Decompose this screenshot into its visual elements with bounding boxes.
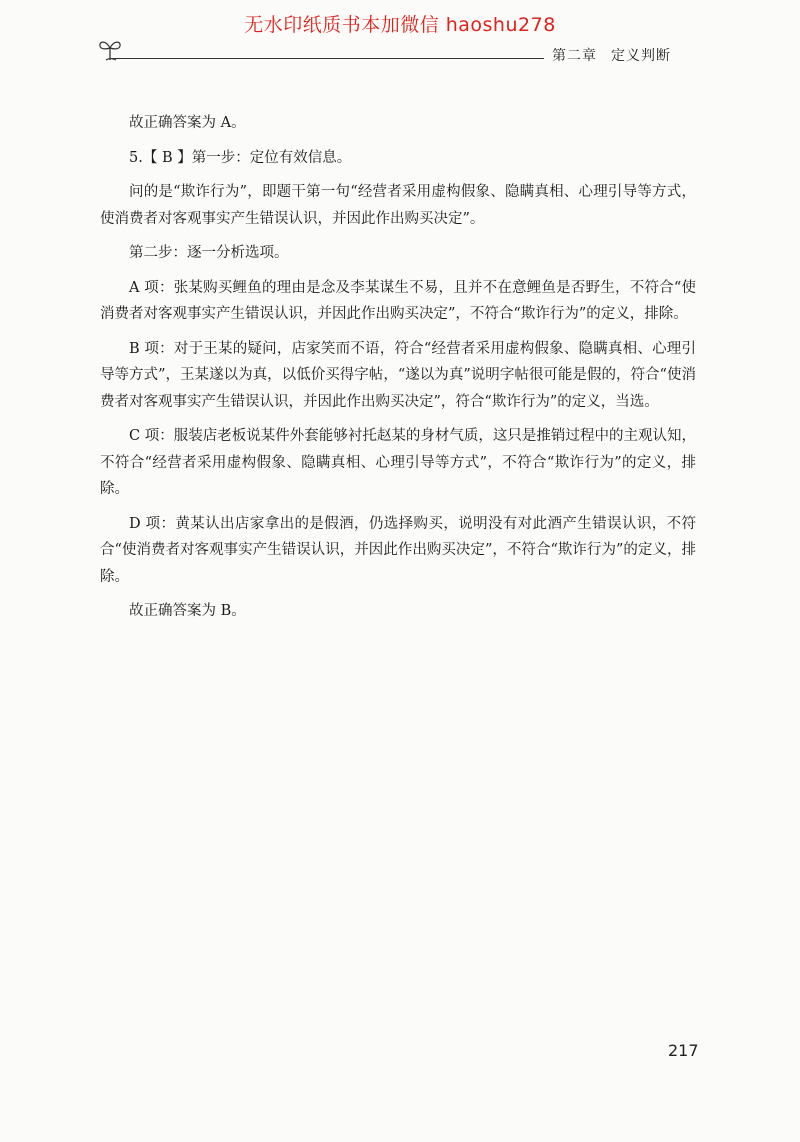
paragraph: C 项：服装店老板说某件外套能够衬托赵某的身材气质，这只是推销过程中的主观认知，不符合“经营者采用虚构假象、隐瞒真相、心理引导等方式”，不符合“欺诈行为”的定义，排除。: [100, 428, 696, 497]
chapter-number: 第二章: [552, 48, 597, 64]
paragraph: 故正确答案为 B。: [129, 603, 246, 619]
page-number: 217: [668, 1041, 699, 1060]
paragraph: B 项：对于王某的疑问，店家笑而不语，符合“经营者采用虚构假象、隐瞒真相、心理引导等方式”，王某遂以为真，以低价买得字帖，“遂以为真”说明字帖很可能是假的，符合“使消费者对客观事实产生错误认识，并因此作出购买决定”，符合“欺诈行为”的定义，当选。: [100, 340, 696, 410]
paragraph: 故正确答案为 A。: [129, 115, 246, 131]
header-rule: [112, 58, 544, 59]
page-body: [100, 110, 696, 633]
paragraph: 问的是“欺诈行为”，即题干第一句“经营者采用虚构假象、隐瞒真相、心理引导等方式，使消费者对客观事实产生错误认识，并因此作出购买决定”。: [100, 184, 696, 227]
chapter-header: [552, 45, 671, 65]
paragraph: D 项：黄某认出店家拿出的是假酒，仍选择购买，说明没有对此酒产生错误认识，不符合“使消费者对客观事实产生错误认识，并因此作出购买决定”，不符合“欺诈行为”的定义，排除。: [100, 515, 696, 585]
paragraph: A 项：张某购买鲤鱼的理由是念及李某谋生不易，且并不在意鲤鱼是否野生，不符合“使消费者对客观事实产生错误认识，并因此作出购买决定”，不符合“欺诈行为”的定义，排除。: [100, 279, 696, 322]
chapter-title: 定义判断: [611, 48, 671, 64]
paragraph: 5.【 B 】第一步：定位有效信息。: [129, 149, 352, 166]
watermark-text: 无水印纸质书本加微信 haoshu278: [244, 14, 556, 36]
paragraph: 第二步：逐一分析选项。: [129, 245, 289, 261]
